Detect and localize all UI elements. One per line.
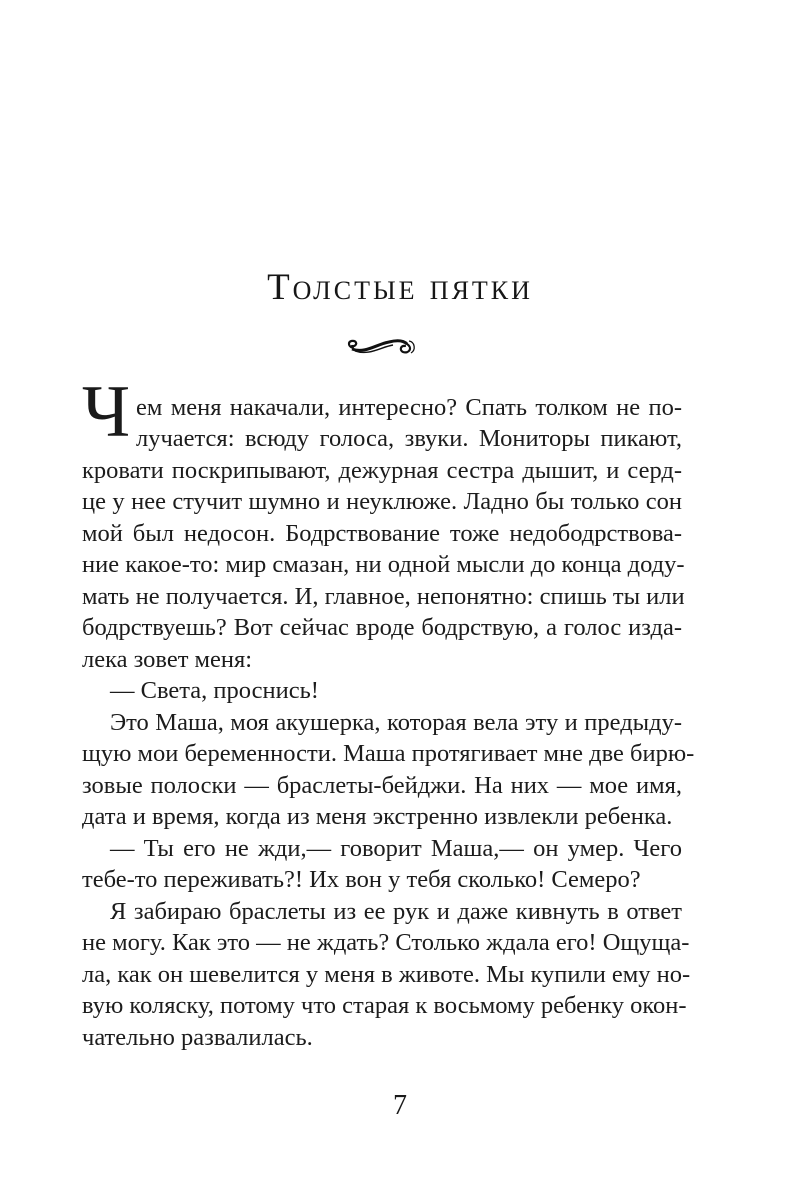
text-line: ние какое-то: мир смазан, ни одной мысли до конца доду- bbox=[82, 551, 685, 578]
text-line: дата и время, когда из меня экстренно извлекли ребенка. bbox=[82, 803, 673, 830]
text-line: щую мои беременности. Маша протягивает мне две бирю- bbox=[82, 740, 695, 767]
text-line: зовые полоски — браслеты-бейджи. На них — мое имя, bbox=[82, 772, 682, 799]
text-line: вую коляску, потому что старая к восьмому ребенку окон- bbox=[82, 992, 687, 1019]
text-line: тебе-то переживать?! Их вон у тебя сколько! Семеро? bbox=[82, 866, 641, 893]
text-line: мой был недосон. Бодрствование тоже недободрствова- bbox=[82, 520, 682, 547]
drop-cap: Ч bbox=[82, 371, 131, 453]
text-line: лучается: всюду голоса, звуки. Мониторы пикают, bbox=[136, 425, 682, 452]
text-line: чательно развалилась. bbox=[82, 1024, 313, 1051]
text-line: не могу. Как это — не ждать? Столько ждала его! Ощуща- bbox=[82, 929, 690, 956]
text-line: кровати поскрипывают, дежурная сестра дышит, и серд- bbox=[82, 457, 682, 484]
text-line: ла, как он шевелится у меня в животе. Мы купили ему но- bbox=[82, 961, 691, 988]
text-line: мать не получается. И, главное, непонятно: спишь ты или bbox=[82, 583, 685, 610]
text-line: Я забираю браслеты из ее рук и даже кивнуть в ответ bbox=[110, 898, 682, 925]
chapter-title: Толстые пятки bbox=[267, 267, 533, 308]
text-line: лека зовет меня: bbox=[82, 646, 253, 673]
text-line: ем меня накачали, интересно? Спать толком не по- bbox=[136, 394, 682, 421]
text-line: бодрствуешь? Вот сейчас вроде бодрствую, а голос изда- bbox=[82, 614, 682, 641]
page-number: 7 bbox=[393, 1090, 407, 1121]
text-line: Это Маша, моя акушерка, которая вела эту и предыду- bbox=[110, 709, 682, 736]
dialogue-line: — Света, проснись! bbox=[110, 677, 319, 704]
text-line: це у нее стучит шумно и неуклюже. Ладно бы только сон bbox=[82, 488, 682, 515]
dialogue-line: — Ты его не жди,— говорит Маша,— он умер. Чего bbox=[110, 835, 682, 862]
flourish-ornament-icon bbox=[343, 332, 418, 360]
